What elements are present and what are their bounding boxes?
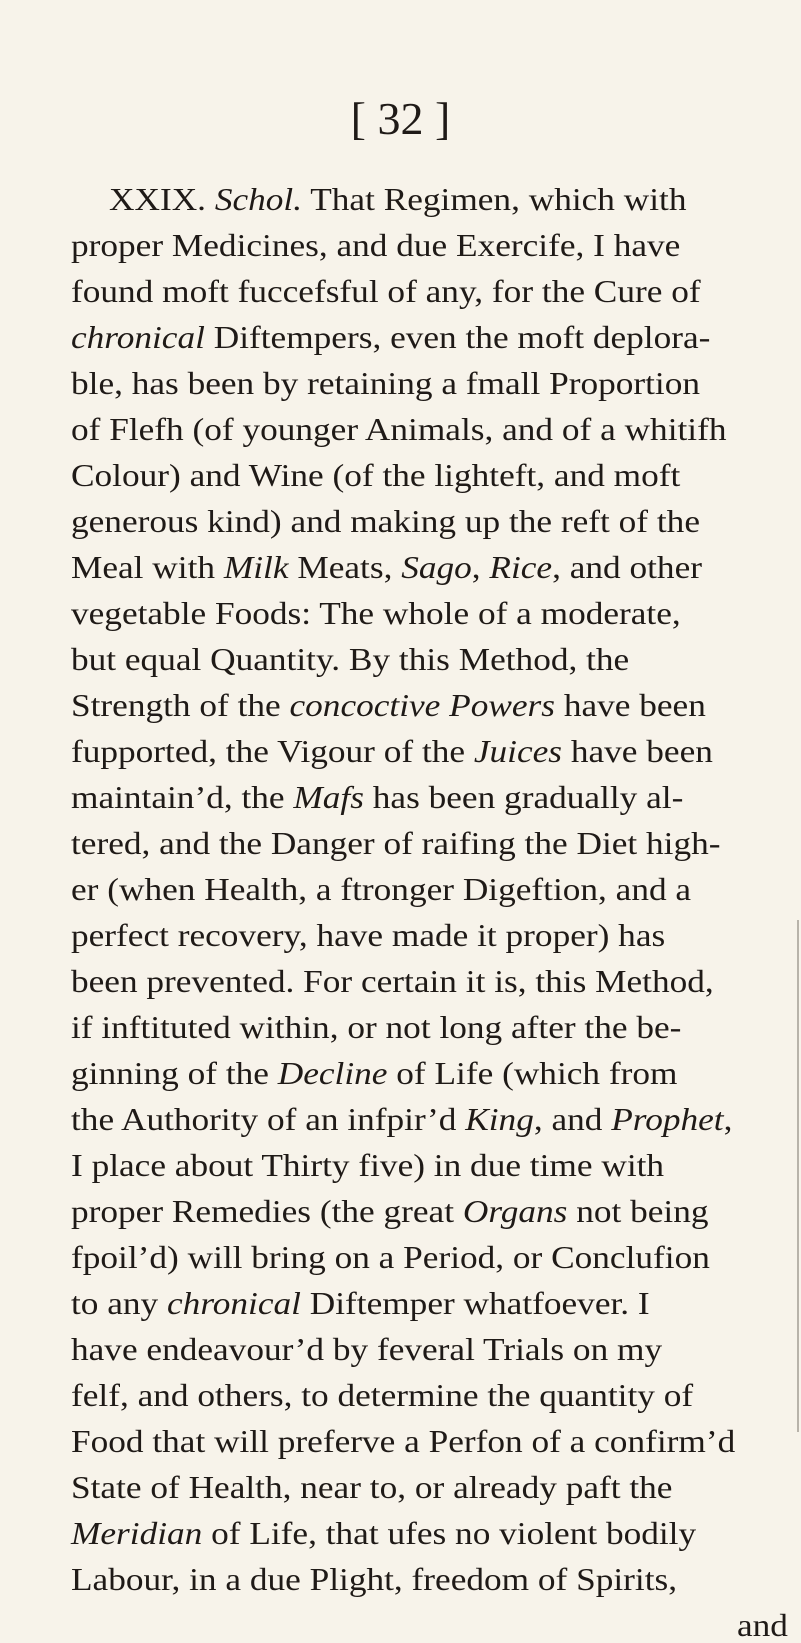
text-segment: generous kind) and making up the reft of the <box>71 504 700 539</box>
text-line-19 <box>71 1012 681 1044</box>
text-segment: been prevented. For certain it is, this Method, <box>71 964 714 999</box>
text-line-14 <box>71 782 683 814</box>
text-segment: , <box>723 1102 733 1137</box>
text-segment: of Life, that ufes no violent bodily <box>202 1516 697 1551</box>
text-segment: ginning of the <box>71 1056 278 1091</box>
italic-text: Meridian <box>71 1516 203 1551</box>
text-line-30 <box>71 1518 696 1550</box>
text-segment: not being <box>567 1194 709 1229</box>
text-segment: felf, and others, to determine the quantity of <box>71 1378 694 1413</box>
text-line-3 <box>71 276 701 308</box>
text-line-21 <box>71 1104 732 1136</box>
text-segment: and <box>737 1608 788 1643</box>
italic-text: King <box>465 1102 534 1137</box>
text-line-18 <box>71 966 714 998</box>
text-segment: er (when Health, a ftronger Digeftion, and a <box>71 872 692 907</box>
text-line-9 <box>71 552 702 584</box>
text-line-25 <box>71 1288 650 1320</box>
text-segment: to any <box>71 1286 168 1321</box>
text-segment: if inftituted within, or not long after the be- <box>71 1010 682 1045</box>
page-edge-line <box>797 920 799 1432</box>
text-segment: I place about Thirty five) in due time with <box>71 1148 665 1183</box>
italic-text: Juices <box>473 734 563 769</box>
text-segment: have been <box>562 734 713 769</box>
text-line-11 <box>71 644 629 676</box>
text-line-16 <box>71 874 691 906</box>
text-line-22 <box>71 1150 664 1182</box>
italic-text: Milk <box>223 550 289 585</box>
text-segment: have been <box>554 688 706 723</box>
text-segment: perfect recovery, have made it proper) has <box>71 918 666 953</box>
text-segment: of Life (which from <box>387 1056 678 1091</box>
text-segment: Food that will preferve a Perfon of a confirm’d <box>71 1424 736 1459</box>
italic-text: Schol. <box>214 182 303 217</box>
italic-text: Rice <box>489 550 553 585</box>
text-line-13 <box>71 736 713 768</box>
text-segment: of Flefh (of younger Animals, and of a whitifh <box>71 412 727 447</box>
italic-text: chronical <box>71 320 205 355</box>
text-segment: the Authority of an infpir’d <box>71 1102 466 1137</box>
text-segment: proper Medicines, and due Exercife, I have <box>71 228 681 263</box>
text-line-10 <box>71 598 681 630</box>
text-segment: State of Health, near to, or already paft the <box>71 1470 673 1505</box>
page-number: [ 32 ] <box>350 93 451 144</box>
italic-text: Prophet <box>611 1102 724 1137</box>
text-segment: but equal Quantity. By this Method, the <box>71 642 630 677</box>
italic-text: Organs <box>462 1194 568 1229</box>
text-segment: That Regimen, which with <box>302 182 687 217</box>
text-segment: Diftempers, even the moft deplora- <box>204 320 711 355</box>
text-segment: fpoil’d) will bring on a Period, or Conclufion <box>71 1240 710 1275</box>
text-segment: vegetable Foods: The whole of a moderate, <box>71 596 681 631</box>
text-segment: have endeavour’d by feveral Trials on my <box>71 1332 663 1367</box>
italic-text: concoctive Powers <box>289 688 555 723</box>
text-line-7 <box>71 460 680 492</box>
italic-text: Sago <box>401 550 472 585</box>
text-line-6 <box>71 414 726 446</box>
text-line-29 <box>71 1472 672 1504</box>
text-segment: Diftemper whatfoever. I <box>300 1286 650 1321</box>
text-segment: , and other <box>552 550 702 585</box>
text-line-23 <box>71 1196 709 1228</box>
text-line-31 <box>71 1564 677 1596</box>
text-segment: has been gradually al- <box>363 780 684 815</box>
text-line-15 <box>71 828 720 860</box>
text-segment: Strength of the <box>71 688 290 723</box>
text-line-26 <box>71 1334 662 1366</box>
text-line-32 <box>737 1610 788 1642</box>
text-line-5 <box>71 368 700 400</box>
text-segment: proper Remedies (the great <box>71 1194 463 1229</box>
text-line-8 <box>71 506 700 538</box>
text-segment: Meats, <box>288 550 402 585</box>
italic-text: Decline <box>277 1056 388 1091</box>
text-line-2 <box>71 230 680 262</box>
italic-text: Mafs <box>293 780 364 815</box>
text-block <box>0 150 801 1643</box>
text-segment: , <box>471 550 490 585</box>
text-segment: found moft fuccefsful of any, for the Cure of <box>71 274 701 309</box>
text-line-1 <box>109 184 686 216</box>
text-line-28 <box>71 1426 735 1458</box>
text-segment: Colour) and Wine (of the lighteft, and moft <box>71 458 681 493</box>
text-line-17 <box>71 920 665 952</box>
text-segment: Labour, in a due Plight, freedom of Spirits, <box>71 1562 678 1597</box>
text-line-20 <box>71 1058 677 1090</box>
text-line-27 <box>71 1380 693 1412</box>
text-segment: Meal with <box>71 550 224 585</box>
text-line-4 <box>71 322 710 354</box>
text-segment: ble, has been by retaining a fmall Proportion <box>71 366 701 401</box>
text-segment: fupported, the Vigour of the <box>71 734 474 769</box>
text-segment: XXIX. <box>109 182 215 217</box>
text-line-24 <box>71 1242 710 1274</box>
text-line-12 <box>71 690 706 722</box>
text-segment: tered, and the Danger of raifing the Diet high- <box>71 826 721 861</box>
text-segment: , and <box>533 1102 612 1137</box>
text-segment: maintain’d, the <box>71 780 294 815</box>
italic-text: chronical <box>167 1286 301 1321</box>
